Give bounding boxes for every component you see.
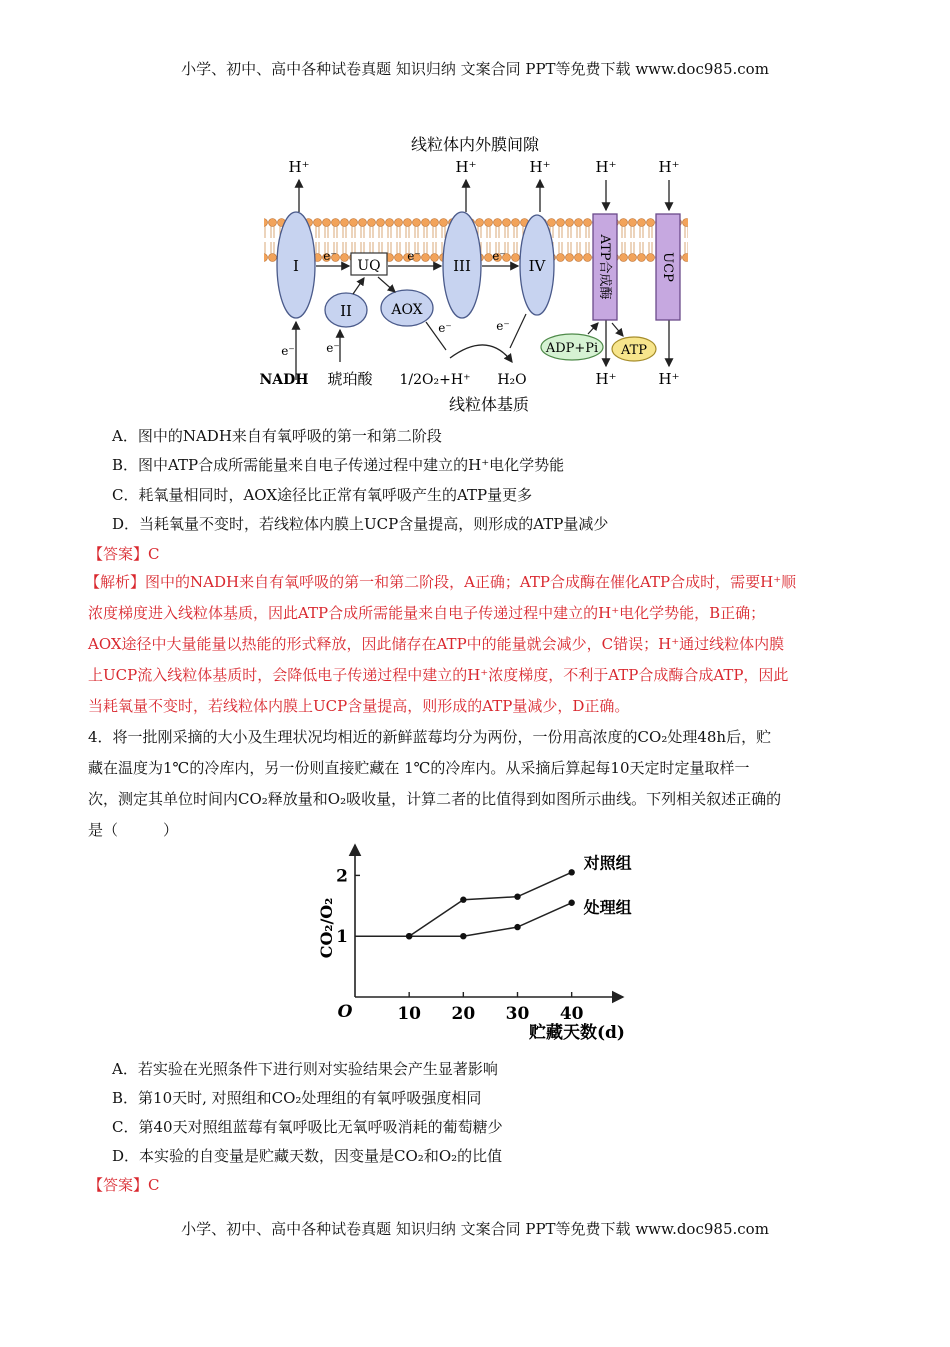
ubiquinone-label: UQ bbox=[357, 258, 381, 274]
analysis-line: 当耗氧量不变时，若线粒体内膜上UCP含量提高，则形成的ATP量减少，D正确。 bbox=[88, 697, 630, 715]
data-point bbox=[406, 933, 412, 939]
x-tick-label: 20 bbox=[451, 1004, 476, 1024]
proton-label: H⁺ bbox=[658, 158, 680, 176]
x-tick-label: 10 bbox=[397, 1004, 422, 1024]
water-label: H₂O bbox=[497, 372, 527, 388]
data-point bbox=[568, 869, 574, 875]
x-tick-label: 40 bbox=[559, 1004, 584, 1024]
electron-label: e⁻ bbox=[438, 321, 452, 335]
proton-label: H⁺ bbox=[595, 370, 617, 388]
data-point bbox=[514, 924, 520, 930]
q4-option-d: D．本实验的自变量是贮藏天数，因变量是CO₂和O₂的比值 bbox=[112, 1147, 503, 1165]
stem-line: 是（ ） bbox=[88, 821, 179, 839]
atp-synthase-label: ATP合成酶 bbox=[597, 234, 612, 300]
data-point bbox=[460, 897, 466, 903]
complex-i-label: I bbox=[293, 257, 299, 275]
series-line bbox=[355, 903, 572, 936]
data-point bbox=[460, 933, 466, 939]
q3-answer bbox=[88, 543, 160, 564]
q3-analysis bbox=[85, 567, 878, 722]
electron-label: e⁻ bbox=[323, 249, 337, 263]
analysis-line: AOX途径中大量能量以热能的形式释放，因此储存在ATP中的能量就会减少，C错误；H⁺通过线粒体内膜 bbox=[88, 635, 785, 653]
proton-label: H⁺ bbox=[658, 370, 680, 388]
electron-transport-diagram bbox=[250, 130, 700, 420]
q4-option-b: B．第10天时, 对照组和CO₂处理组的有氧呼吸强度相同 bbox=[112, 1089, 482, 1107]
analysis-line: 图中的NADH来自有氧呼吸的第一和第二阶段，A正确；ATP合成酶在催化ATP合成时，需要H⁺顺 bbox=[145, 573, 797, 591]
page-footer: 小学、初中、高中各种试卷真题 知识归纳 文案合同 PPT等免费下载 www.doc985.com bbox=[181, 1220, 769, 1238]
q3-option-c: C．耗氧量相同时，AOX途径比正常有氧呼吸产生的ATP量更多 bbox=[112, 486, 533, 504]
oxygen-reactant-label: 1/2O₂+H⁺ bbox=[399, 372, 471, 388]
proton-label: H⁺ bbox=[529, 158, 551, 176]
y-tick-label: 2 bbox=[336, 866, 348, 887]
electron-label: e⁻ bbox=[326, 341, 340, 355]
q4-option-a: A．若实验在光照条件下进行则对实验结果会产生显著影响 bbox=[112, 1060, 498, 1078]
page-header: 小学、初中、高中各种试卷真题 知识归纳 文案合同 PPT等免费下载 www.doc985.com bbox=[181, 60, 769, 78]
data-point bbox=[514, 893, 520, 899]
y-tick-label: 1 bbox=[336, 927, 348, 948]
q3-option-d: D．当耗氧量不变时，若线粒体内膜上UCP含量提高，则形成的ATP量减少 bbox=[112, 515, 609, 533]
atp-label: ATP bbox=[620, 343, 648, 358]
electron-label: e⁻ bbox=[496, 319, 510, 333]
x-axis-label: 贮藏天数(d) bbox=[529, 1023, 625, 1043]
stem-line: 4．将一批刚采摘的大小及生理状况均相近的新鲜蓝莓均分为两份，一份用高浓度的CO₂处理48h后，贮 bbox=[88, 728, 772, 746]
intermembrane-space-label: 线粒体内外膜间隙 bbox=[410, 135, 540, 154]
matrix-label: 线粒体基质 bbox=[448, 395, 530, 414]
series-label: 处理组 bbox=[583, 897, 632, 917]
answer-label: 【答案】 bbox=[88, 545, 149, 563]
data-point bbox=[568, 900, 574, 906]
complex-ii-label: II bbox=[340, 302, 352, 320]
ucp-label: UCP bbox=[660, 252, 675, 282]
answer-value: C bbox=[148, 1176, 160, 1194]
q4-stem bbox=[88, 722, 878, 846]
proton-label: H⁺ bbox=[595, 158, 617, 176]
stem-line: 藏在温度为1℃的冷库内，另一份则直接贮藏在 1℃的冷库内。从采摘后算起每10天定时定量取样一 bbox=[88, 759, 750, 777]
analysis-label: 【解析】 bbox=[85, 573, 146, 591]
analysis-line: 浓度梯度进入线粒体基质，因此ATP合成所需能量来自电子传递过程中建立的H⁺电化学势能，B正确； bbox=[88, 604, 766, 622]
adp-pi-label: ADP+Pi bbox=[545, 341, 599, 356]
proton-label: H⁺ bbox=[288, 158, 310, 176]
electron-label: e⁻ bbox=[407, 249, 421, 263]
respiration-ratio-chart bbox=[305, 835, 665, 1050]
stem-line: 次，测定其单位时间内CO₂释放量和O₂吸收量，计算二者的比值得到如图所示曲线。下列相关叙述正确的 bbox=[88, 790, 782, 808]
complex-iv-label: IV bbox=[528, 257, 546, 275]
origin-label: O bbox=[337, 1002, 353, 1022]
aox-label: AOX bbox=[391, 302, 423, 318]
answer-label: 【答案】 bbox=[88, 1176, 149, 1194]
q3-option-b: B．图中ATP合成所需能量来自电子传递过程中建立的H⁺电化学势能 bbox=[112, 456, 565, 474]
series-line bbox=[355, 872, 572, 936]
proton-label: H⁺ bbox=[455, 158, 477, 176]
answer-value: C bbox=[148, 545, 160, 563]
x-tick-label: 30 bbox=[505, 1004, 530, 1024]
analysis-line: 上UCP流入线粒体基质时，会降低电子传递过程中建立的H⁺浓度梯度，不利于ATP合成酶合成ATP，因此 bbox=[88, 666, 789, 684]
q4-option-c: C．第40天对照组蓝莓有氧呼吸比无氧呼吸消耗的葡萄糖少 bbox=[112, 1118, 503, 1136]
electron-label: e⁻ bbox=[492, 249, 506, 263]
series-label: 对照组 bbox=[583, 853, 632, 873]
q4-answer bbox=[88, 1174, 160, 1195]
q3-option-a: A．图中的NADH来自有氧呼吸的第一和第二阶段 bbox=[112, 427, 442, 445]
complex-iii-label: III bbox=[453, 257, 471, 275]
nadh-label: NADH bbox=[259, 372, 309, 388]
electron-label: e⁻ bbox=[281, 344, 295, 358]
succinate-label: 琥珀酸 bbox=[327, 370, 373, 388]
y-axis-label: CO₂/O₂ bbox=[317, 897, 336, 959]
